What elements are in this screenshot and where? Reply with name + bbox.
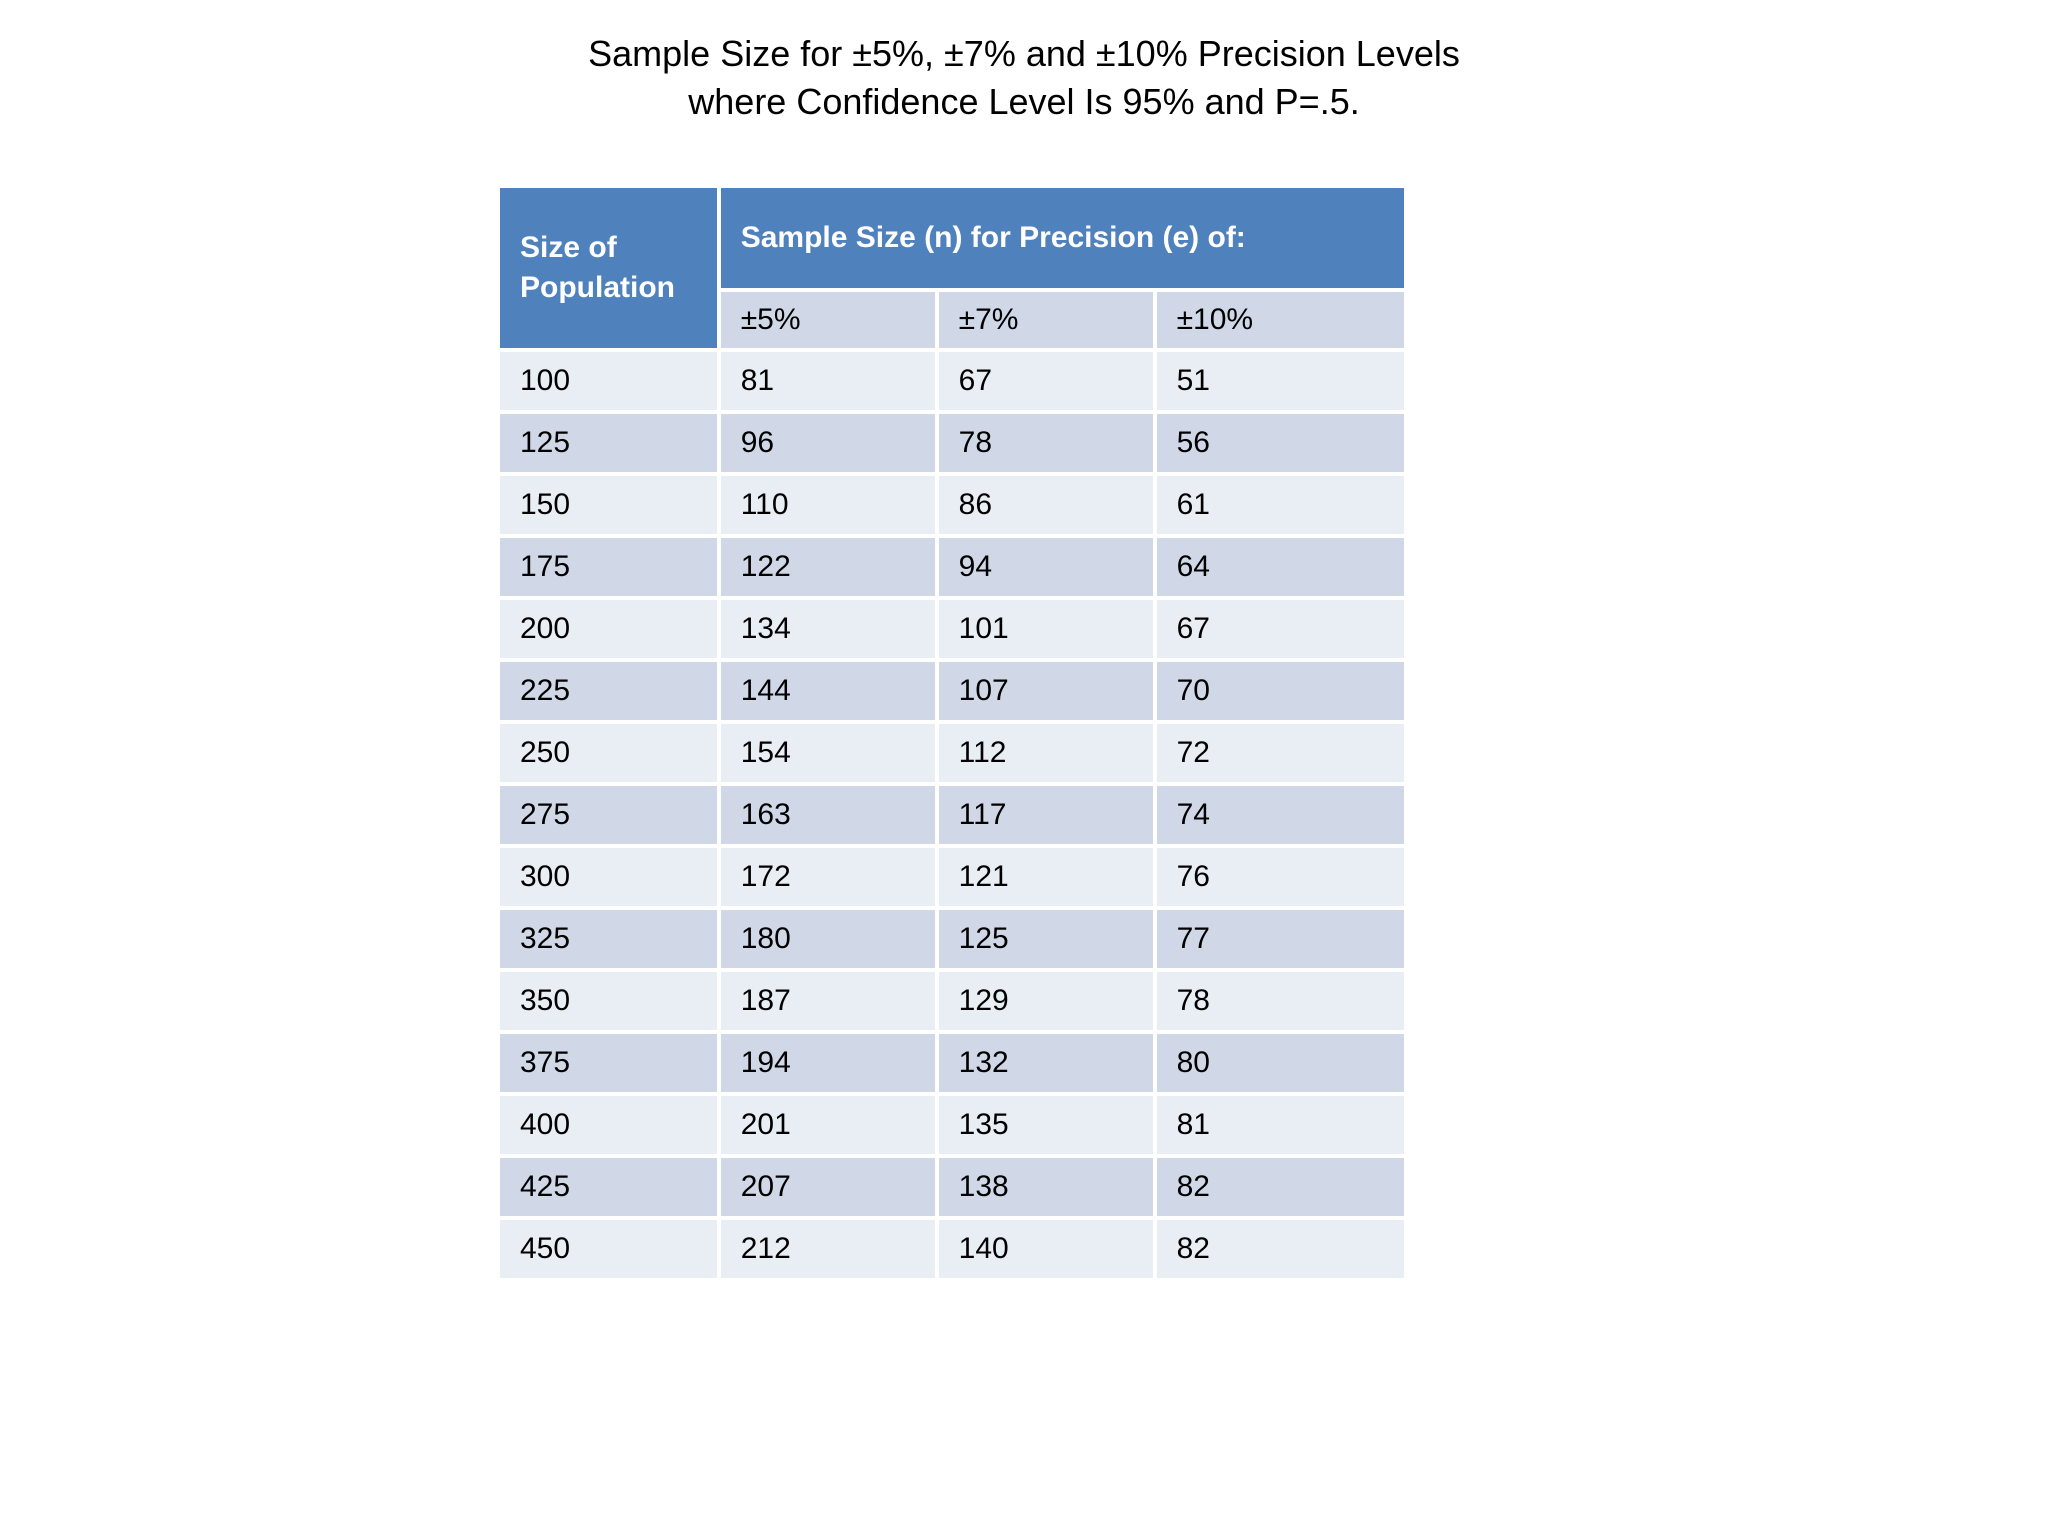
precision-7-cell: 140 — [939, 1220, 1153, 1278]
population-cell: 125 — [500, 414, 717, 472]
precision-10-cell: 81 — [1157, 1096, 1404, 1154]
population-cell: 275 — [500, 786, 717, 844]
population-cell: 175 — [500, 538, 717, 596]
precision-7-cell: 107 — [939, 662, 1153, 720]
precision-10-cell: 70 — [1157, 662, 1404, 720]
precision-10-cell: 56 — [1157, 414, 1404, 472]
precision-7-cell: 67 — [939, 352, 1153, 410]
precision-10-cell: 76 — [1157, 848, 1404, 906]
table-row — [500, 662, 1404, 720]
precision-10-cell: 82 — [1157, 1220, 1404, 1278]
population-cell: 325 — [500, 910, 717, 968]
precision-7-cell: 94 — [939, 538, 1153, 596]
precision-7-cell: 135 — [939, 1096, 1153, 1154]
table-row — [500, 538, 1404, 596]
table-row — [500, 972, 1404, 1030]
table-row — [500, 786, 1404, 844]
precision-10-cell: 51 — [1157, 352, 1404, 410]
header-precision-10: ±10% — [1157, 292, 1404, 348]
precision-5-cell: 207 — [721, 1158, 935, 1216]
precision-7-cell: 132 — [939, 1034, 1153, 1092]
precision-10-cell: 61 — [1157, 476, 1404, 534]
population-cell: 225 — [500, 662, 717, 720]
precision-7-cell: 78 — [939, 414, 1153, 472]
precision-10-cell: 77 — [1157, 910, 1404, 968]
table-row — [500, 476, 1404, 534]
header-size-of-population: Size of Population — [500, 188, 717, 348]
precision-7-cell: 117 — [939, 786, 1153, 844]
precision-7-cell: 121 — [939, 848, 1153, 906]
table-row — [500, 1096, 1404, 1154]
slide-title — [0, 30, 2048, 126]
precision-5-cell: 122 — [721, 538, 935, 596]
precision-5-cell: 81 — [721, 352, 935, 410]
header-precision-7: ±7% — [939, 292, 1153, 348]
precision-5-cell: 134 — [721, 600, 935, 658]
population-cell: 250 — [500, 724, 717, 782]
table-row — [500, 910, 1404, 968]
table-body — [500, 352, 1404, 1278]
table-row — [500, 1220, 1404, 1278]
population-cell: 100 — [500, 352, 717, 410]
precision-7-cell: 86 — [939, 476, 1153, 534]
precision-5-cell: 180 — [721, 910, 935, 968]
precision-7-cell: 112 — [939, 724, 1153, 782]
precision-5-cell: 187 — [721, 972, 935, 1030]
precision-5-cell: 110 — [721, 476, 935, 534]
precision-10-cell: 74 — [1157, 786, 1404, 844]
table-row — [500, 1158, 1404, 1216]
table-row — [500, 1034, 1404, 1092]
precision-10-cell: 80 — [1157, 1034, 1404, 1092]
precision-10-cell: 82 — [1157, 1158, 1404, 1216]
sample-size-table — [496, 184, 1408, 1282]
precision-7-cell: 129 — [939, 972, 1153, 1030]
table-row — [500, 600, 1404, 658]
population-cell: 150 — [500, 476, 717, 534]
title-line-1: Sample Size for ±5%, ±7% and ±10% Precision Levels — [588, 33, 1460, 74]
population-cell: 375 — [500, 1034, 717, 1092]
table-row — [500, 352, 1404, 410]
precision-5-cell: 96 — [721, 414, 935, 472]
precision-5-cell: 212 — [721, 1220, 935, 1278]
precision-5-cell: 144 — [721, 662, 935, 720]
table-row — [500, 724, 1404, 782]
precision-7-cell: 138 — [939, 1158, 1153, 1216]
precision-5-cell: 154 — [721, 724, 935, 782]
population-cell: 450 — [500, 1220, 717, 1278]
population-cell: 350 — [500, 972, 717, 1030]
header-sample-size: Sample Size (n) for Precision (e) of: — [721, 188, 1404, 288]
table-row — [500, 414, 1404, 472]
population-cell: 400 — [500, 1096, 717, 1154]
precision-5-cell: 172 — [721, 848, 935, 906]
population-cell: 300 — [500, 848, 717, 906]
population-cell: 200 — [500, 600, 717, 658]
precision-7-cell: 101 — [939, 600, 1153, 658]
precision-7-cell: 125 — [939, 910, 1153, 968]
precision-10-cell: 72 — [1157, 724, 1404, 782]
header-precision-5: ±5% — [721, 292, 935, 348]
precision-5-cell: 201 — [721, 1096, 935, 1154]
precision-10-cell: 64 — [1157, 538, 1404, 596]
population-cell: 425 — [500, 1158, 717, 1216]
title-line-2: where Confidence Level Is 95% and P=.5. — [688, 81, 1360, 122]
table-row — [500, 848, 1404, 906]
precision-10-cell: 78 — [1157, 972, 1404, 1030]
precision-10-cell: 67 — [1157, 600, 1404, 658]
precision-5-cell: 163 — [721, 786, 935, 844]
precision-5-cell: 194 — [721, 1034, 935, 1092]
